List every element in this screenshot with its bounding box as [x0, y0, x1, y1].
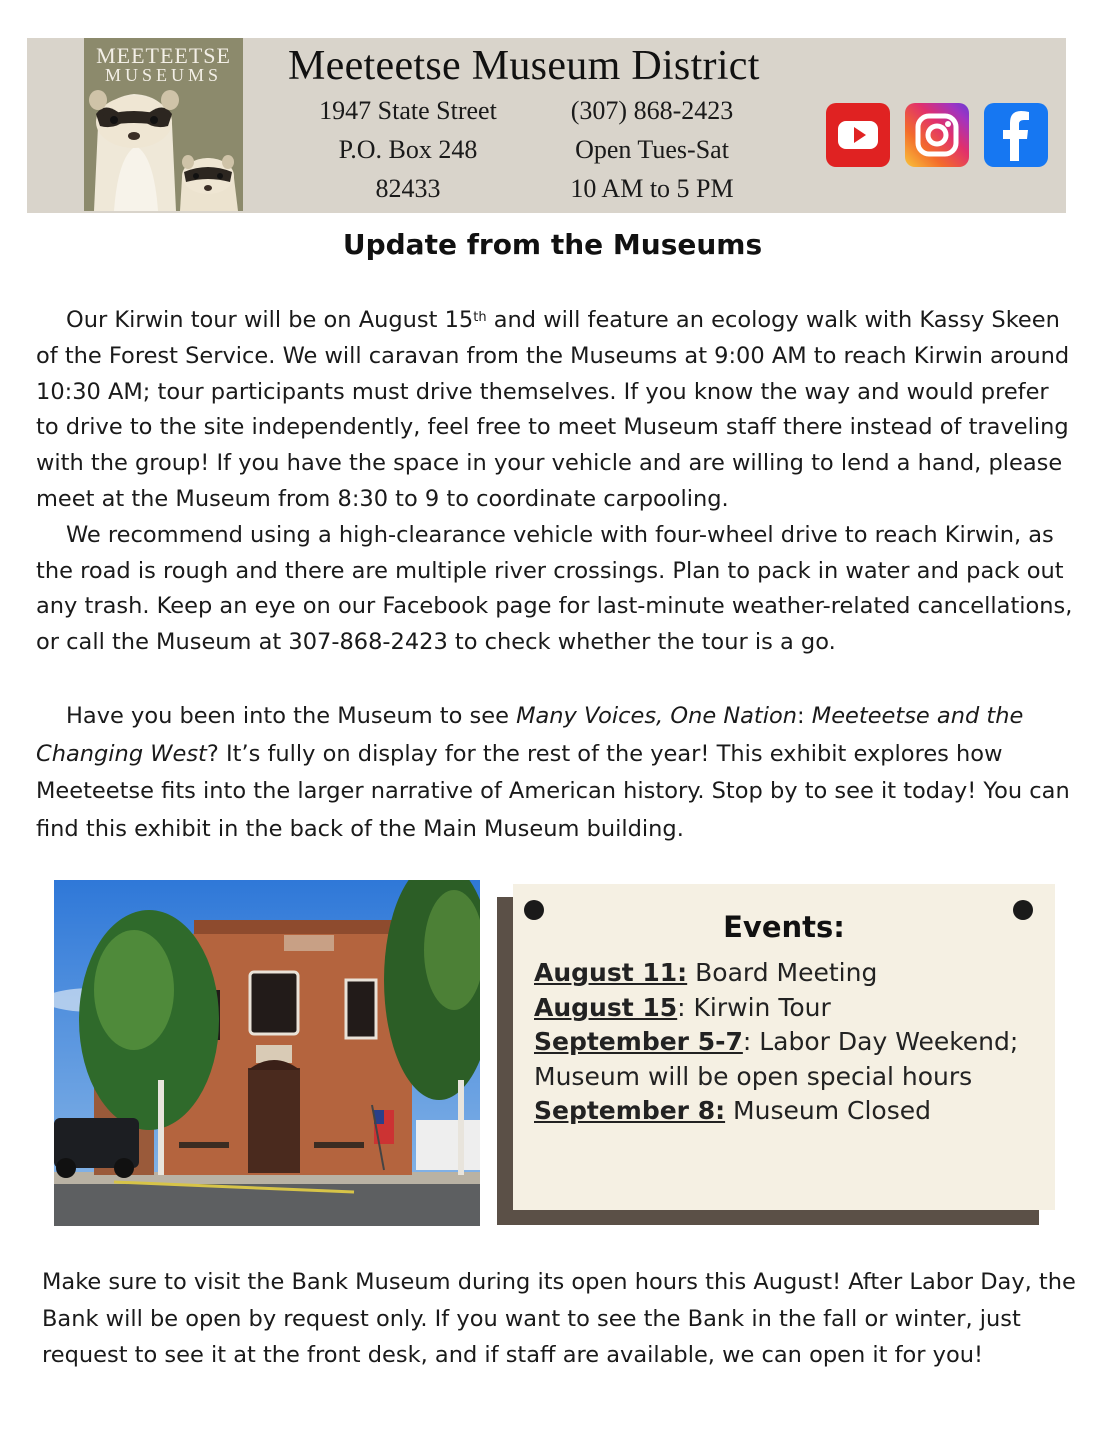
po-box: P.O. Box 248: [338, 135, 478, 164]
logo-line-1: MEETEETSE: [96, 43, 231, 68]
address-block: [296, 91, 520, 208]
facebook-icon[interactable]: [984, 103, 1048, 167]
events-title: Events:: [723, 910, 845, 944]
youtube-icon[interactable]: [826, 103, 890, 167]
vehicle-recommendation-text: We recommend using a high-clearance vehicle with four-wheel drive to reach Kirwin, as the road is rough and there are multiple river crossings. Plan to pack in water and pack out any trash. Keep an eye on our Facebook page for last-minute weather-related cancellations, or call the Museum at 307-868-2423 to check whether the tour is a go.: [36, 521, 1073, 656]
event-item: August 11: Board Meeting: [534, 958, 878, 987]
exhibit-paragraph: Have you been into the Museum to see Many Voices, One Nation: Meeteetse and the Changing West? It’s fully on display for the rest of the year! This exhibit explores how Meeteetse fits into the larger narrative of American history. Stop by to see it today! You can find this exhibit in the back of the Main Museum building.: [36, 703, 1070, 842]
instagram-icon[interactable]: [905, 103, 969, 167]
page-heading: Update from the Museums: [342, 228, 763, 261]
events-list: [534, 956, 1034, 1129]
events-box: [513, 884, 1055, 1210]
open-hours: 10 AM to 5 PM: [570, 174, 734, 203]
open-days: Open Tues-Sat: [575, 135, 729, 164]
phone-number: (307) 868-2423: [570, 96, 734, 125]
zip-code: 82433: [375, 174, 441, 203]
bank-museum-paragraph: [42, 1264, 1082, 1374]
event-item: September 5-7: Labor Day Weekend; Museum will be open special hours: [534, 1027, 1019, 1091]
event-item: August 15: Kirwin Tour: [534, 992, 831, 1022]
contact-block: [548, 91, 756, 208]
event-item: September 8: Museum Closed: [534, 1096, 931, 1125]
museum-building-photo: [54, 880, 480, 1226]
museum-district-title: Meeteetse Museum District: [288, 43, 760, 89]
museum-logo: [84, 38, 243, 211]
street-address: 1947 State Street: [319, 96, 497, 125]
logo-line-2: MUSEUMS: [104, 65, 223, 85]
kirwin-tour-paragraph: [36, 303, 1076, 661]
ferret-illustration: [84, 86, 243, 211]
kirwin-tour-text: Our Kirwin tour will be on August 15th and will feature an ecology walk with Kassy Skeen of the Forest Service. We will caravan from the Museums at 9:00 AM to reach Kirwin around 10:30 AM; tour participants must drive themselves. If you know the way and would prefer to drive to the site independently, feel free to meet Museum staff there instead of traveling with the group! If you have the space in your vehicle and are willing to lend a hand, please meet at the Museum from 8:30 to 9 to coordinate carpooling.: [36, 307, 1070, 512]
bank-museum-text: Make sure to visit the Bank Museum during its open hours this August! After Labor Day, the Bank will be open by request only. If you want to see the Bank in the fall or winter, just request to see it at the front desk, and if staff are available, we can open it for you!: [42, 1269, 1076, 1368]
